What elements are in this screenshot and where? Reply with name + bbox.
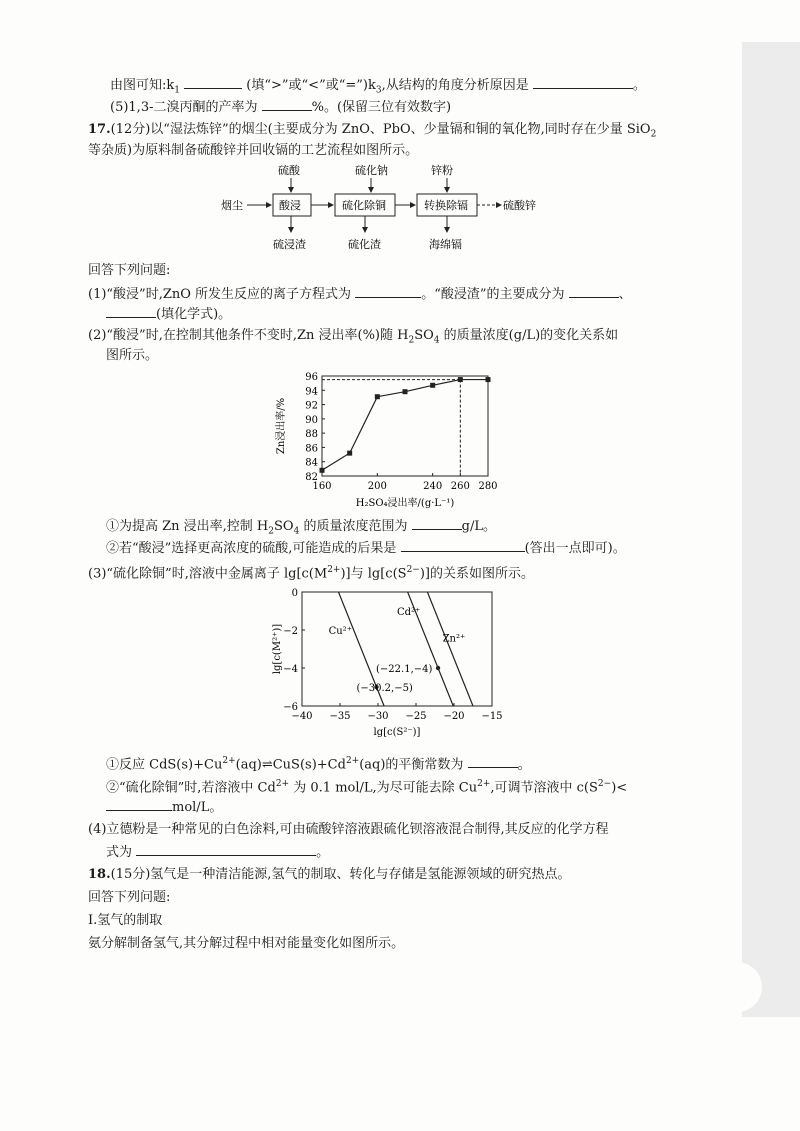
text: SO [274,519,294,534]
data-point [458,377,463,382]
flow-input-3: 锌粉 [431,164,453,177]
answer-blank[interactable] [106,797,172,811]
flow-output-1: 硫浸渣 [273,238,306,251]
part-2 [88,327,618,350]
y-tick-label: 0 [291,588,298,599]
text: (aq)的平衡常数为 [359,757,464,773]
text: (2)“酸浸”时,在控制其他条件不变时,Zn 浸出率(%)随 H [88,328,409,343]
x-tick-label: 280 [478,481,498,492]
text: (aq)⇌CuS(s)+Cd [235,757,346,773]
text: %。(保留三位有效数字) [311,100,452,115]
answer-blank[interactable] [106,304,156,318]
answer-blank[interactable] [184,75,242,89]
x-tick-label: −15 [481,711,503,722]
sup: 2+ [345,756,360,766]
text: 由图可知:k [110,78,175,93]
flow-output-2: 硫化渣 [348,238,381,251]
x-tick-label: −20 [443,711,465,722]
text: )< [611,780,628,796]
flow-step-3-label: 转换除镉 [424,199,468,212]
text: 、 [618,287,632,302]
y-tick-label: −4 [283,664,298,675]
x-tick-label: 240 [423,481,443,492]
text: (填“>”或“<”或“=”)k [246,78,376,93]
sup: 2− [597,779,612,789]
sub: 1 [174,85,180,96]
zn-leaching-chart [270,368,510,513]
text: (填化学式)。 [156,307,232,322]
text: (答出一点即可)。 [524,541,626,556]
sup: 2+ [275,779,290,789]
text: 。 [316,845,330,860]
q17-header [88,121,656,144]
text: 的质量浓度范围为 [303,519,408,534]
y-tick-label: 84 [305,457,318,469]
text: (5)1,3-二溴丙酮的产率为 [110,100,258,115]
section-1-text: 氨分解制备氢气,其分解过程中相对能量变化如图所示。 [88,936,405,951]
answer-blank[interactable] [262,97,312,111]
part-1-cont [106,304,231,324]
y-tick-label: 82 [305,472,318,483]
text: mol/L。 [172,800,223,815]
text: g/L。 [461,519,496,534]
question-number: 18. [88,867,111,882]
part-2-q1 [106,516,496,541]
flow-step-1-label: 酸浸 [279,199,301,212]
sub: 2 [268,526,275,537]
x-tick-label: 200 [367,481,387,492]
x-tick-label: −40 [291,711,313,722]
series-line-2 [427,592,473,706]
answer-blank[interactable] [468,754,518,768]
part-4-cont [106,842,329,862]
x-tick-label: 160 [312,481,332,492]
sup: 2+ [477,779,491,789]
part-3-q2 [106,775,627,797]
part-2-q2 [106,538,626,558]
part-3 [88,561,534,583]
part-2-cont: 图所示。 [106,348,159,363]
y-axis-label: Zn浸出率/% [276,397,287,455]
x-tick-label: −25 [405,711,427,722]
text: 式为 [106,845,133,860]
process-flow-diagram [215,160,555,260]
sulfide-precipitation-chart [270,582,515,742]
text: )]的关系如图所示。 [419,566,534,582]
y-axis-label: lg[c(M²⁺)] [272,623,283,675]
line-yield [110,97,451,117]
y-tick-label: −6 [283,702,298,713]
answer-blank[interactable] [355,284,421,298]
flow-output-3: 海绵镉 [429,238,462,251]
series-label-0: Cu²⁺ [328,625,352,637]
question-number: 17. [88,122,111,137]
text: 的质量浓度(g/L)的变化关系如 [443,328,619,343]
answer-blank[interactable] [412,516,462,530]
text: (15分)氢气是一种清洁能源,氢气的制取、转化与存储是氢能源领域的研究热点。 [110,867,571,882]
annotation-point-0 [436,666,440,670]
data-point [375,394,380,399]
y-tick-label: 92 [305,400,318,412]
sup: 2+ [222,756,236,766]
part-4: (4)立德粉是一种常见的白色涂料,可由硫酸锌溶液跟硫化钡溶液混合制得,其反应的化学方程 [88,822,609,837]
section-1-title: Ⅰ.氢气的制取 [88,913,163,928]
data-point [320,468,325,473]
text: (1)“酸浸”时,ZnO 所发生反应的离子方程式为 [88,287,352,302]
text: ,从结构的角度分析原因是 [381,78,529,93]
sub: 2 [408,335,415,346]
sub: 3 [375,85,382,96]
answer-blank[interactable] [136,842,316,856]
y-tick-label: 88 [305,429,318,441]
x-tick-label: −35 [329,711,351,722]
answer-intro-2: 回答下列问题: [88,890,171,905]
data-point [403,389,408,394]
sub: 2 [650,129,657,140]
text: (12分)以“湿法炼锌”的烟尘(主要成分为 ZnO、PbO、少量镉和铜的氧化物,同时存在少量 SiO [110,122,651,137]
answer-intro: 回答下列问题: [88,263,171,278]
sup: 2+ [327,565,341,575]
text: (3)“硫化除铜”时,溶液中金属离子 lg[c(M [88,566,328,582]
text: ②“硫化除铜”时,若溶液中 Cd [106,780,276,796]
y-tick-label: 94 [305,386,318,398]
q17-text-2: 等杂质)为原料制备硫酸锌并回收镉的工艺流程如图所示。 [88,143,419,158]
text: 。 [517,757,531,773]
text: )]与 lg[c(S [340,566,407,582]
text: 。“酸浸渣”的主要成分为 [421,287,565,302]
y-tick-label: 86 [305,443,318,455]
text: ,可调节溶液中 c(S [490,780,598,796]
x-axis-label: H₂SO₄浸出率/(g·L⁻¹) [355,498,455,509]
text: SO [414,328,434,343]
line-k-compare: 由图可知$:k_1$ (填“>”或“<”或“$=”)k_3$,从结构的角度分析原因是 。 [110,75,646,100]
y-tick-label: −2 [283,626,298,637]
flow-end: 硫酸锌 [503,199,536,212]
sup: 2− [406,565,420,575]
text: ②若“酸浸”选择更高浓度的硫酸,可能造成的后果是 [106,541,397,556]
sub: 4 [433,335,440,346]
flow-input-2: 硫化钠 [355,164,388,177]
flow-input-1: 硫酸 [278,164,300,177]
annotation-label-0: (−22.1,−4) [376,664,433,675]
series-label-2: Zn²⁺ [442,633,466,645]
data-point [347,451,352,456]
part-3-q1 [106,752,531,774]
x-axis-label: lg[c(S²⁻)] [373,727,421,738]
text: ①为提高 Zn 浸出率,控制 H [106,519,269,534]
data-point [486,377,491,382]
answer-blank[interactable] [401,538,525,552]
data-point [430,383,435,388]
y-tick-label: 90 [305,414,318,426]
sub: 4 [293,526,300,537]
flow-step-2-label: 硫化除铜 [342,199,386,212]
text: ①反应 CdS(s)+Cu [106,757,223,773]
x-tick-label: −30 [367,711,389,722]
q18-header [88,866,570,884]
flow-start: 烟尘 [221,199,243,212]
answer-blank[interactable] [569,284,619,298]
y-tick-label: 96 [305,372,318,383]
series-label-1: Cd²⁺ [397,606,421,618]
part-1 [88,284,632,304]
answer-blank[interactable] [533,75,633,89]
part-3-q2-cont [106,797,222,817]
text: 为 0.1 mol/L,为尽可能去除 Cu [293,780,478,796]
scan-edge-shadow [742,42,800,1017]
annotation-label-1: (−30.2,−5) [356,683,413,694]
x-tick-label: 260 [450,481,470,492]
